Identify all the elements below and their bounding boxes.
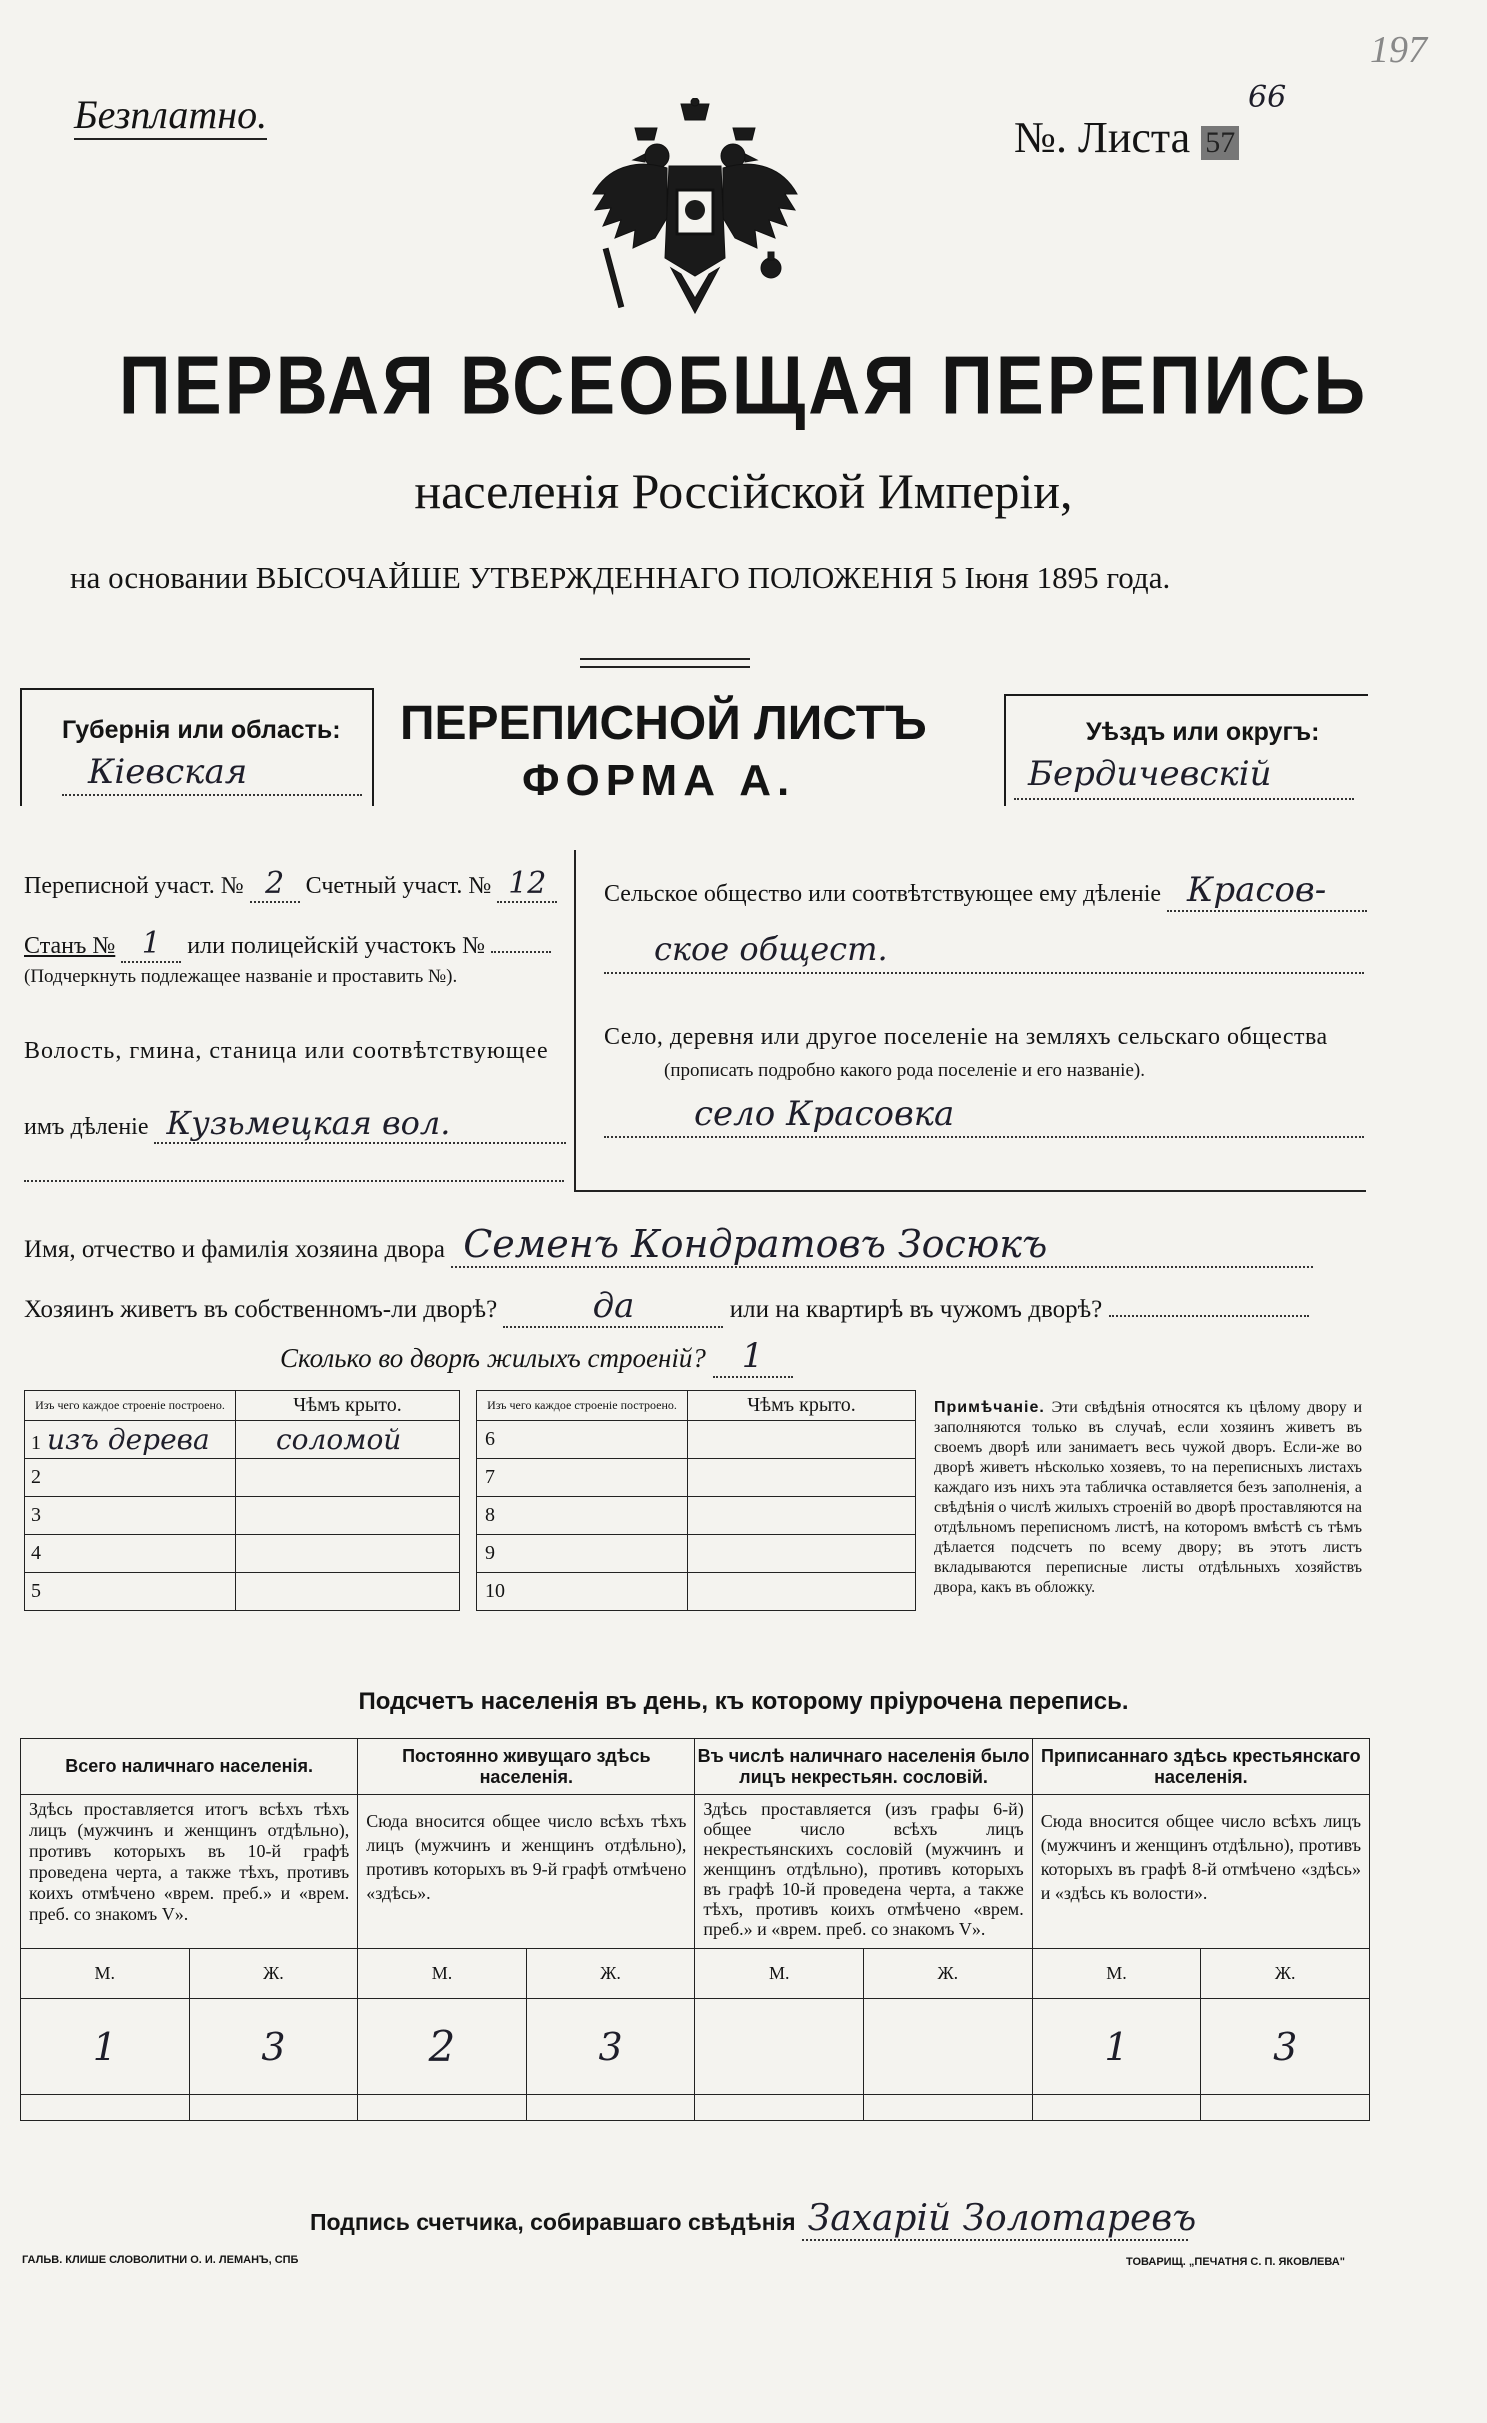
rent-label: или на квартирѣ въ чужомъ дворѣ? [729,1296,1103,1323]
police-value [491,951,551,953]
male-count: 2 [358,1999,527,2095]
female-count: 3 [526,1999,695,2095]
row-number: 7 [485,1466,495,1488]
district-value: Бердичевскій [1028,754,1272,794]
population-col-header: Въ числѣ наличнаго населенія было лицъ некрестьян. сословій. [695,1739,1032,1795]
footer-right: ТОВАРИЩ. „ПЕЧАТНЯ С. П. ЯКОВЛЕВА" [1126,2256,1345,2268]
buildings-col-roof-header-2: Чѣмъ крыто. [688,1391,916,1421]
row-number: 5 [31,1580,41,1602]
row-number: 1 [31,1432,41,1454]
buildings-row [477,1497,916,1535]
volost-value: Кузьмецкая вол. [154,1104,566,1144]
coat-of-arms-emblem [585,98,805,323]
buildings-col-roof-header: Чѣмъ крыто. [236,1391,460,1421]
buildings-note [934,1398,1362,1598]
owner-name-label: Имя, отчество и фамилія хозяина двора [24,1236,445,1263]
population-col-desc: Здѣсь проставляется итогъ всѣхъ тѣхъ лицъ (мужчинъ и женщинъ отдѣльно), противъ которыхъ въ 10-й графѣ проведена черта, а также тѣхъ, противъ коихъ отмѣчено «врем. преб.» и «врем. преб. со знакомъ V». [21,1795,358,1949]
female-header: Ж. [864,1949,1033,1999]
signature-row [310,2198,1197,2241]
buildings-count-label: Сколько во дворѣ жилыхъ строеній? [280,1343,706,1373]
section-divider [574,850,576,1190]
village-note: (прописать подробно какого рода поселеніе и его названіе). [664,1060,1145,1081]
row-number: 8 [485,1504,495,1526]
police-label: или полицейскій участокъ № [187,933,485,959]
census-subtitle: населенія Россійской Имперіи, [414,463,1073,519]
male-count: 1 [21,1999,190,2095]
male-header: М. [358,1949,527,1999]
buildings-note-text: Эти свѣдѣнія относятся къ цѣлому двору и заполняются только въ случаѣ, если хозяинъ живетъ въ своемъ дворѣ или занимаетъ весь чужой дворъ. Если-же во дворѣ живетъ нѣсколько хозяевъ, то на переписныхъ листахъ каждаго изъ нихъ эта табличка оставляется безъ заполненія, а свѣдѣнія о числѣ жилыхъ строеній во дворѣ проставляются на отдѣльномъ переписномъ листѣ, на которомъ вмѣстѣ съ тѣмъ дѣлается подсчетъ по всему двору; въ этотъ листъ вкладываются переписные листы отдѣльныхъ хозяйствъ двора, какъ въ обложку. [934,1399,1363,1596]
own-yard-value: да [503,1286,723,1328]
population-col-header: Приписаннаго здѣсь крестьянскаго населенія. [1032,1739,1369,1795]
female-header: Ж. [1201,1949,1370,1999]
buildings-table-right [476,1390,916,1611]
camp-label: Станъ № [24,933,116,959]
population-col-desc: Сюда вносится общее число всѣхъ лицъ (мужчинъ и женщинъ отдѣльно), противъ которыхъ въ графѣ 8-й отмѣчено «здѣсь» и «здѣсь къ волости». [1032,1795,1369,1949]
male-count: 1 [1032,1999,1201,2095]
owner-name-value: Семенъ Кондратовъ Зосюкъ [451,1222,1313,1268]
camp-value: 1 [121,926,181,963]
buildings-table-left [24,1390,460,1611]
district-box [1004,694,1368,806]
population-col-header: Всего наличнаго населенія. [21,1739,358,1795]
census-area-value: 2 [250,866,300,903]
population-col-desc: Сюда вносится общее число всѣхъ тѣхъ лицъ (мужчинъ и женщинъ отдѣльно), противъ которыхъ въ 9-й графѣ отмѣчено «здѣсь». [358,1795,695,1949]
row-number: 3 [31,1504,41,1526]
underline-note: (Подчеркнуть подлежащее названіе и проставить №). [24,966,458,987]
buildings-row [25,1459,460,1497]
count-area-value: 12 [497,866,557,903]
roof-value: соломой [276,1423,402,1456]
province-value: Кіевская [88,752,248,792]
society-value-2: ское общест. [654,930,888,968]
male-header: М. [695,1949,864,1999]
society-label: Сельское общество или соотвѣтствующее ему дѣленіе [604,881,1162,907]
right-section-bottom-rule [574,1190,1366,1192]
buildings-row [25,1497,460,1535]
district-label: Уѣздъ или округъ: [1086,718,1320,746]
ornament-divider [580,658,750,668]
buildings-row [25,1535,460,1573]
village-label: Село, деревня или другое поселеніе на земляхъ сельскаго общества [604,1024,1328,1050]
population-col-header: Постоянно живущаго здѣсь населенія. [358,1739,695,1795]
signature-label: Подпись счетчика, собиравшаго свѣдѣнія [310,2209,796,2235]
sheet-number-value: 66 [1248,80,1287,115]
sheet-title: ПЕРЕПИСНОЙ ЛИСТЪ [400,697,927,750]
district-field [1014,754,1354,800]
female-header: Ж. [189,1949,358,1999]
buildings-col-built-header-2: Изъ чего каждое строеніе построено. [477,1391,688,1421]
village-value: село Красовка [694,1094,955,1134]
buildings-note-title: Примѣчаніе. [934,1399,1045,1416]
volost-extra-line [24,1160,564,1182]
free-label: Безплатно. [74,92,267,140]
province-field [62,752,362,796]
male-header: М. [1032,1949,1201,1999]
own-yard-row [24,1286,1309,1328]
province-label: Губернія или область: [62,716,341,744]
corner-mark: 197 [1370,29,1427,71]
census-title: ПЕРВАЯ ВСЕОБЩАЯ ПЕРЕПИСЬ [118,340,1369,432]
female-header: Ж. [526,1949,695,1999]
female-count [864,1999,1033,2095]
province-box [20,688,374,806]
sheet-number [1014,80,1287,163]
sheet-number-label: №. Листа [1014,113,1191,162]
male-header: М. [21,1949,190,1999]
buildings-row [477,1459,916,1497]
volost-label: Волость, гмина, станица или соотвѣтствующее [24,1038,549,1064]
buildings-col-built-header: Изъ чего каждое строеніе построено. [25,1391,236,1421]
buildings-row [477,1573,916,1611]
population-col-desc: Здѣсь проставляется (изъ графы 6-й) общее число всѣхъ лицъ некрестьянскихъ сословій (мужчинъ и женщинъ отдѣльно), противъ которыхъ въ графѣ 10-й проведена черта, а также тѣхъ, противъ коихъ отмѣчено «врем. преб.» и «врем. преб. со знакомъ V». [695,1795,1032,1949]
form-title: ФОРМА А. [522,756,796,805]
signature-value: Захарій Золотаревъ [802,2198,1188,2241]
volost-label-2: имъ дѣленіе [24,1114,149,1140]
sheet-number-old: 57 [1201,126,1239,160]
camp-row [24,926,551,963]
buildings-count-row [280,1336,793,1378]
female-count: 3 [189,1999,358,2095]
census-area-label: Переписной участ. № [24,873,244,899]
row-number: 2 [31,1466,41,1488]
census-basis: на основании ВЫСОЧАЙШЕ УТВЕРЖДЕННАГО ПОЛОЖЕНІЯ 5 Іюня 1895 года. [70,560,1171,595]
society-value-1: Красов- [1167,870,1367,912]
female-count: 3 [1201,1999,1370,2095]
footer-left: ГАЛЬВ. КЛИШЕ СЛОВОЛИТНИ О. И. ЛЕМАНЪ, СПБ [22,2254,299,2266]
buildings-row [25,1421,460,1459]
census-area-row [24,866,557,903]
male-count [695,1999,864,2095]
row-number: 10 [485,1580,505,1602]
buildings-row [477,1535,916,1573]
volost-row [24,1104,566,1144]
village-field [604,1094,1364,1138]
row-number: 4 [31,1542,41,1564]
buildings-count-value: 1 [713,1336,793,1378]
rent-value [1109,1315,1309,1317]
buildings-row [25,1573,460,1611]
row-number: 6 [485,1428,495,1450]
society-line-2 [604,930,1364,974]
count-area-label: Счетный участ. № [305,873,492,899]
own-yard-label: Хозяинъ живетъ въ собственномъ-ли дворѣ? [24,1296,498,1323]
row-number: 9 [485,1542,495,1564]
buildings-row [477,1421,916,1459]
population-title: Подсчетъ населенія въ день, къ которому пріурочена перепись. [358,1688,1129,1715]
society-row [604,870,1367,912]
population-table [20,1738,1370,2121]
built-value: изъ дерева [47,1423,210,1456]
owner-name-row [24,1222,1313,1268]
